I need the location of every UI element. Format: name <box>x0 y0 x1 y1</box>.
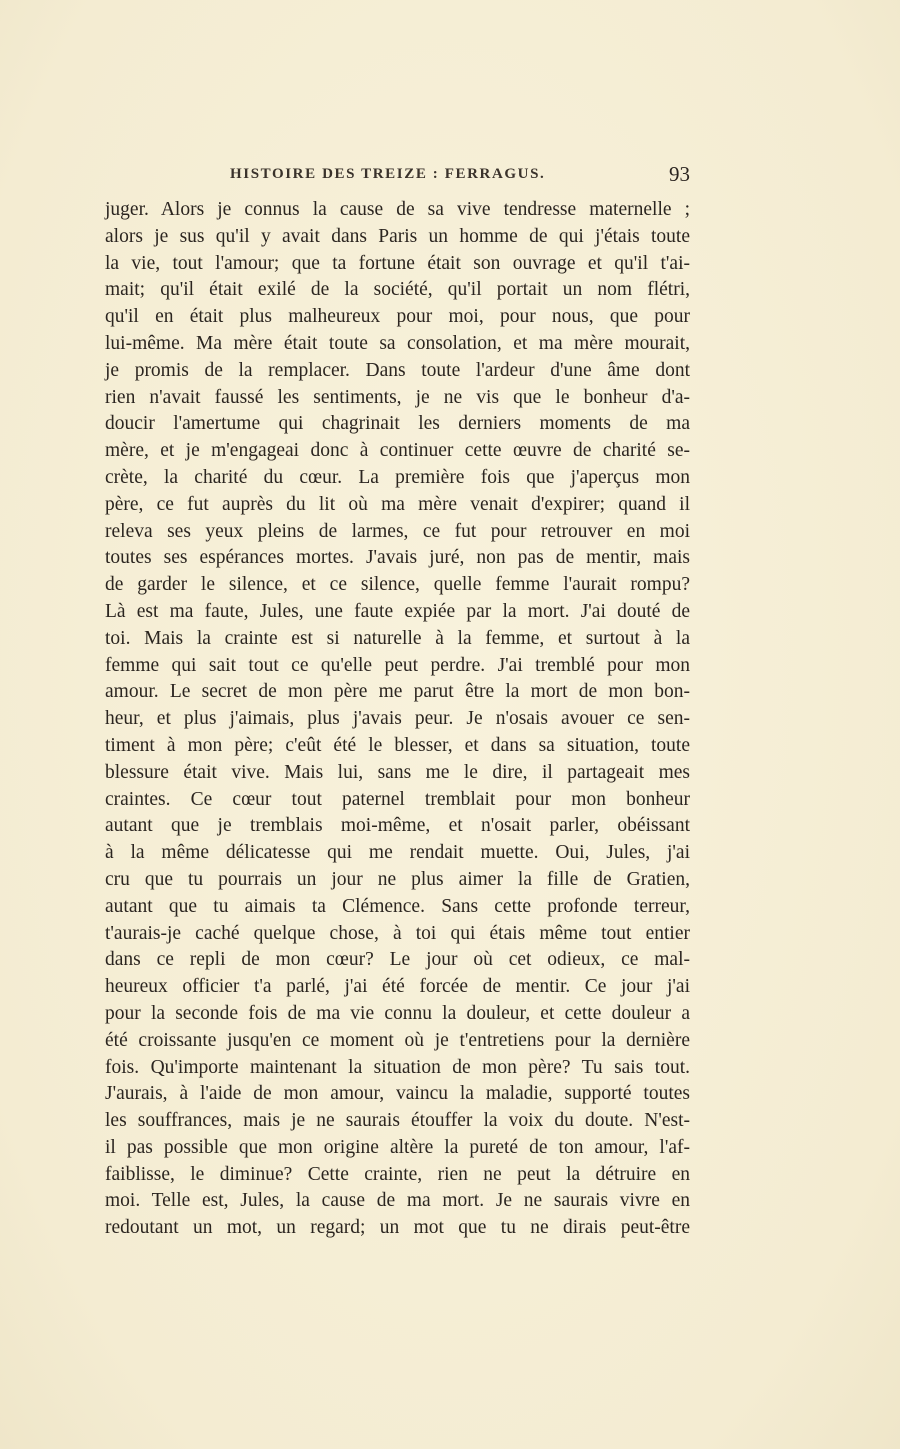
text-line: été croissante jusqu'en ce moment où je t'entretiens pour la dernière <box>105 1029 690 1051</box>
page-header <box>105 162 690 190</box>
text-line: qu'il en était plus malheureux pour moi, pour nous, que pour <box>105 306 690 328</box>
text-line: Là est ma faute, Jules, une faute expiée par la mort. J'ai douté de <box>105 600 690 622</box>
text-line: J'aurais, à l'aide de mon amour, vaincu la maladie, supporté toutes <box>105 1083 690 1105</box>
text-line: rien n'avait faussé les sentiments, je ne vis que le bonheur d'a- <box>105 386 690 408</box>
text-line: doucir l'amertume qui chagrinait les derniers moments de ma <box>105 413 690 435</box>
text-line: craintes. Ce cœur tout paternel tremblait pour mon bonheur <box>105 788 690 810</box>
text-line: amour. Le secret de mon père me parut être la mort de mon bon- <box>105 681 690 703</box>
text-line: autant que tu aimais ta Clémence. Sans cette profonde terreur, <box>105 895 690 917</box>
text-line: je promis de la remplacer. Dans toute l'ardeur d'une âme dont <box>105 359 690 381</box>
text-line: à la même délicatesse qui me rendait muette. Oui, Jules, j'ai <box>105 842 690 864</box>
text-line: lui-même. Ma mère était toute sa consolation, et ma mère mourait, <box>105 332 690 354</box>
text-line: moi. Telle est, Jules, la cause de ma mort. Je ne saurais vivre en <box>105 1190 690 1212</box>
text-line: pour la seconde fois de ma vie connu la douleur, et cette douleur a <box>105 1002 690 1024</box>
text-line: alors je sus qu'il y avait dans Paris un homme de qui j'étais toute <box>105 225 690 247</box>
text-line: redoutant un mot, un regard; un mot que tu ne dirais peut-être <box>105 1217 690 1239</box>
text-line: crète, la charité du cœur. La première fois que j'aperçus mon <box>105 466 690 488</box>
text-line: faiblisse, le diminue? Cette crainte, rien ne peut la détruire en <box>105 1163 690 1185</box>
running-title: HISTOIRE DES TREIZE : FERRAGUS. <box>230 166 546 182</box>
text-line: fois. Qu'importe maintenant la situation de mon père? Tu sais tout. <box>105 1056 690 1078</box>
text-line: blessure était vive. Mais lui, sans me le dire, il partageait mes <box>105 761 690 783</box>
text-line: autant que je tremblais moi-même, et n'osait parler, obéissant <box>105 815 690 837</box>
text-line: toi. Mais la crainte est si naturelle à la femme, et surtout à la <box>105 627 690 649</box>
text-line: femme qui sait tout ce qu'elle peut perdre. J'ai tremblé pour mon <box>105 654 690 676</box>
text-line: père, ce fut auprès du lit où ma mère venait d'expirer; quand il <box>105 493 690 515</box>
text-line: heureux officier t'a parlé, j'ai été forcée de mentir. Ce jour j'ai <box>105 976 690 998</box>
page-body-text <box>105 197 690 1242</box>
text-line: il pas possible que mon origine altère la pureté de ton amour, l'af- <box>105 1136 690 1158</box>
text-line: t'aurais-je caché quelque chose, à toi qui étais même tout entier <box>105 922 690 944</box>
text-line: mère, et je m'engageai donc à continuer cette œuvre de charité se- <box>105 440 690 462</box>
text-line: de garder le silence, et ce silence, quelle femme l'aurait rompu? <box>105 574 690 596</box>
text-line: dans ce repli de mon cœur? Le jour où cet odieux, ce mal- <box>105 949 690 971</box>
page-number: 93 <box>669 162 690 186</box>
text-line: heur, et plus j'aimais, plus j'avais peur. Je n'osais avouer ce sen- <box>105 708 690 730</box>
text-line: la vie, tout l'amour; que ta fortune était son ouvrage et qu'il t'ai- <box>105 252 690 274</box>
text-line: cru que tu pourrais un jour ne plus aimer la fille de Gratien, <box>105 868 690 890</box>
text-line: toutes ses espérances mortes. J'avais juré, non pas de mentir, mais <box>105 547 690 569</box>
text-line: releva ses yeux pleins de larmes, ce fut pour retrouver en moi <box>105 520 690 542</box>
text-line: les souffrances, mais je ne saurais étouffer la voix du doute. N'est- <box>105 1110 690 1132</box>
text-line: mait; qu'il était exilé de la société, qu'il portait un nom flétri, <box>105 279 690 301</box>
text-line: timent à mon père; c'eût été le blesser, et dans sa situation, toute <box>105 734 690 756</box>
text-line: juger. Alors je connus la cause de sa vive tendresse maternelle ; <box>105 199 690 220</box>
